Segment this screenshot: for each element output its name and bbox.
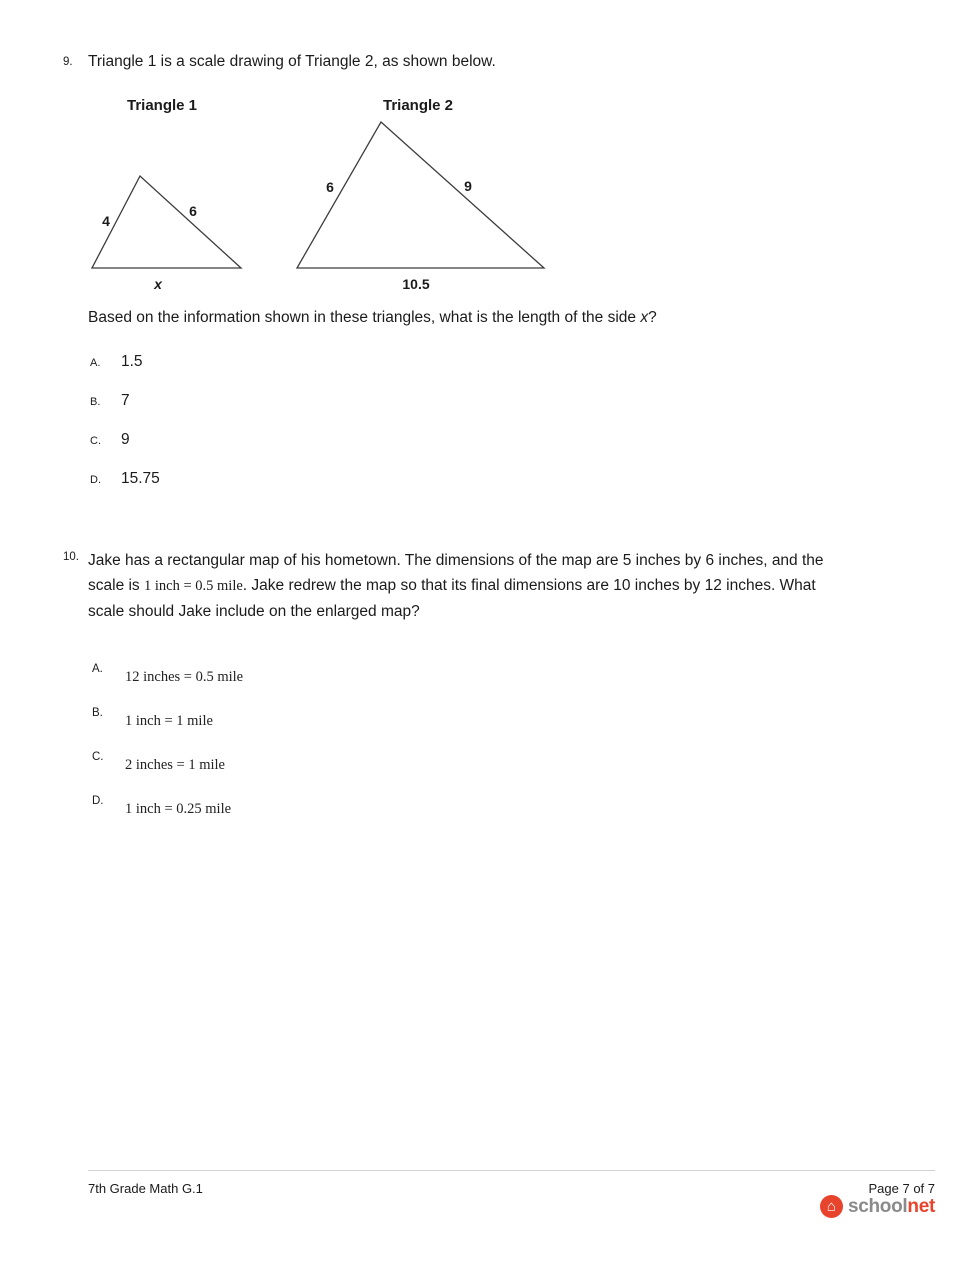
schoolnet-logo: [820, 1195, 935, 1218]
q10-option-a: [92, 663, 243, 686]
q9-option-a-letter: A.: [90, 357, 101, 369]
q10-option-b: [92, 707, 243, 730]
logo-school-text: school: [847, 1195, 908, 1217]
triangle-1-left-label: 4: [102, 213, 110, 229]
q9-option-a: [90, 353, 160, 371]
footer-page-number: Page 7 of 7: [868, 1181, 935, 1196]
question-10-number: 10.: [63, 551, 79, 563]
triangle-1-bottom-label: x: [154, 276, 162, 292]
footer-course-label: 7th Grade Math G.1: [88, 1181, 203, 1196]
q9-option-c: [90, 431, 160, 449]
q10-scale-math: 1 inch = 0.5 mile: [144, 578, 243, 594]
q10-text-before-math: Jake has a rectangular map of his hometown. The dimensions of the map are 5 inches by 6 inches, and the scale is: [88, 552, 824, 594]
triangle-2-title: Triangle 2: [382, 97, 454, 114]
q10-option-c-value: 2 inches = 1 mile: [125, 757, 225, 773]
question-9-stem-end: ?: [648, 309, 657, 326]
q10-option-a-letter: A.: [92, 663, 103, 675]
q9-option-c-letter: C.: [90, 435, 101, 447]
triangle-2-right-label: 9: [464, 178, 472, 194]
question-9: [63, 53, 496, 71]
q10-option-a-value: 12 inches = 0.5 mile: [125, 669, 244, 685]
q9-option-d: [90, 470, 160, 488]
footer-divider: [88, 1170, 935, 1171]
question-9-stem-text: Based on the information shown in these triangles, what is the length of the side: [88, 309, 641, 326]
question-10-prompt: [88, 548, 826, 624]
q10-option-b-value: 1 inch = 1 mile: [125, 713, 213, 729]
q9-option-b-letter: B.: [90, 396, 101, 408]
q9-option-a-value: 1.5: [121, 353, 143, 370]
question-9-options: [90, 353, 160, 488]
triangle-1-title: Triangle 1: [126, 97, 198, 114]
question-9-stem: [88, 309, 657, 327]
schoolnet-wordmark: [848, 1196, 935, 1218]
q10-text-after-math: . Jake redrew the map so that its final dimensions are 10 inches by 12 inches. What scale should Jake include on the enlarged map?: [88, 577, 816, 620]
q10-option-b-letter: B.: [92, 707, 103, 719]
triangle-2-shape: [297, 122, 544, 268]
question-9-number: 9.: [63, 56, 73, 68]
schoolnet-ball-icon: [820, 1195, 843, 1218]
q9-option-c-value: 9: [121, 431, 130, 448]
q9-option-d-value: 15.75: [121, 470, 160, 487]
q10-option-c: [92, 751, 243, 774]
question-10: [63, 548, 826, 624]
q10-option-d-value: 1 inch = 0.25 mile: [125, 801, 232, 817]
triangle-1-shape: [92, 176, 241, 268]
q9-option-b-value: 7: [121, 392, 130, 409]
triangle-1-right-label: 6: [189, 203, 197, 219]
question-9-prompt: Triangle 1 is a scale drawing of Triangle 2, as shown below.: [88, 53, 496, 70]
house-icon: ⌂: [826, 1198, 836, 1215]
q10-option-d-letter: D.: [92, 795, 104, 807]
q9-option-b: [90, 392, 160, 410]
q9-option-d-letter: D.: [90, 474, 101, 486]
question-10-options: [92, 663, 243, 818]
q10-option-d: [92, 795, 243, 818]
triangles-diagram: [88, 88, 558, 300]
q10-option-c-letter: C.: [92, 751, 104, 763]
triangle-2-bottom-label: 10.5: [402, 276, 430, 292]
question-9-variable: x: [640, 309, 649, 326]
triangle-2-left-label: 6: [326, 179, 334, 195]
logo-net-text: net: [907, 1195, 935, 1217]
